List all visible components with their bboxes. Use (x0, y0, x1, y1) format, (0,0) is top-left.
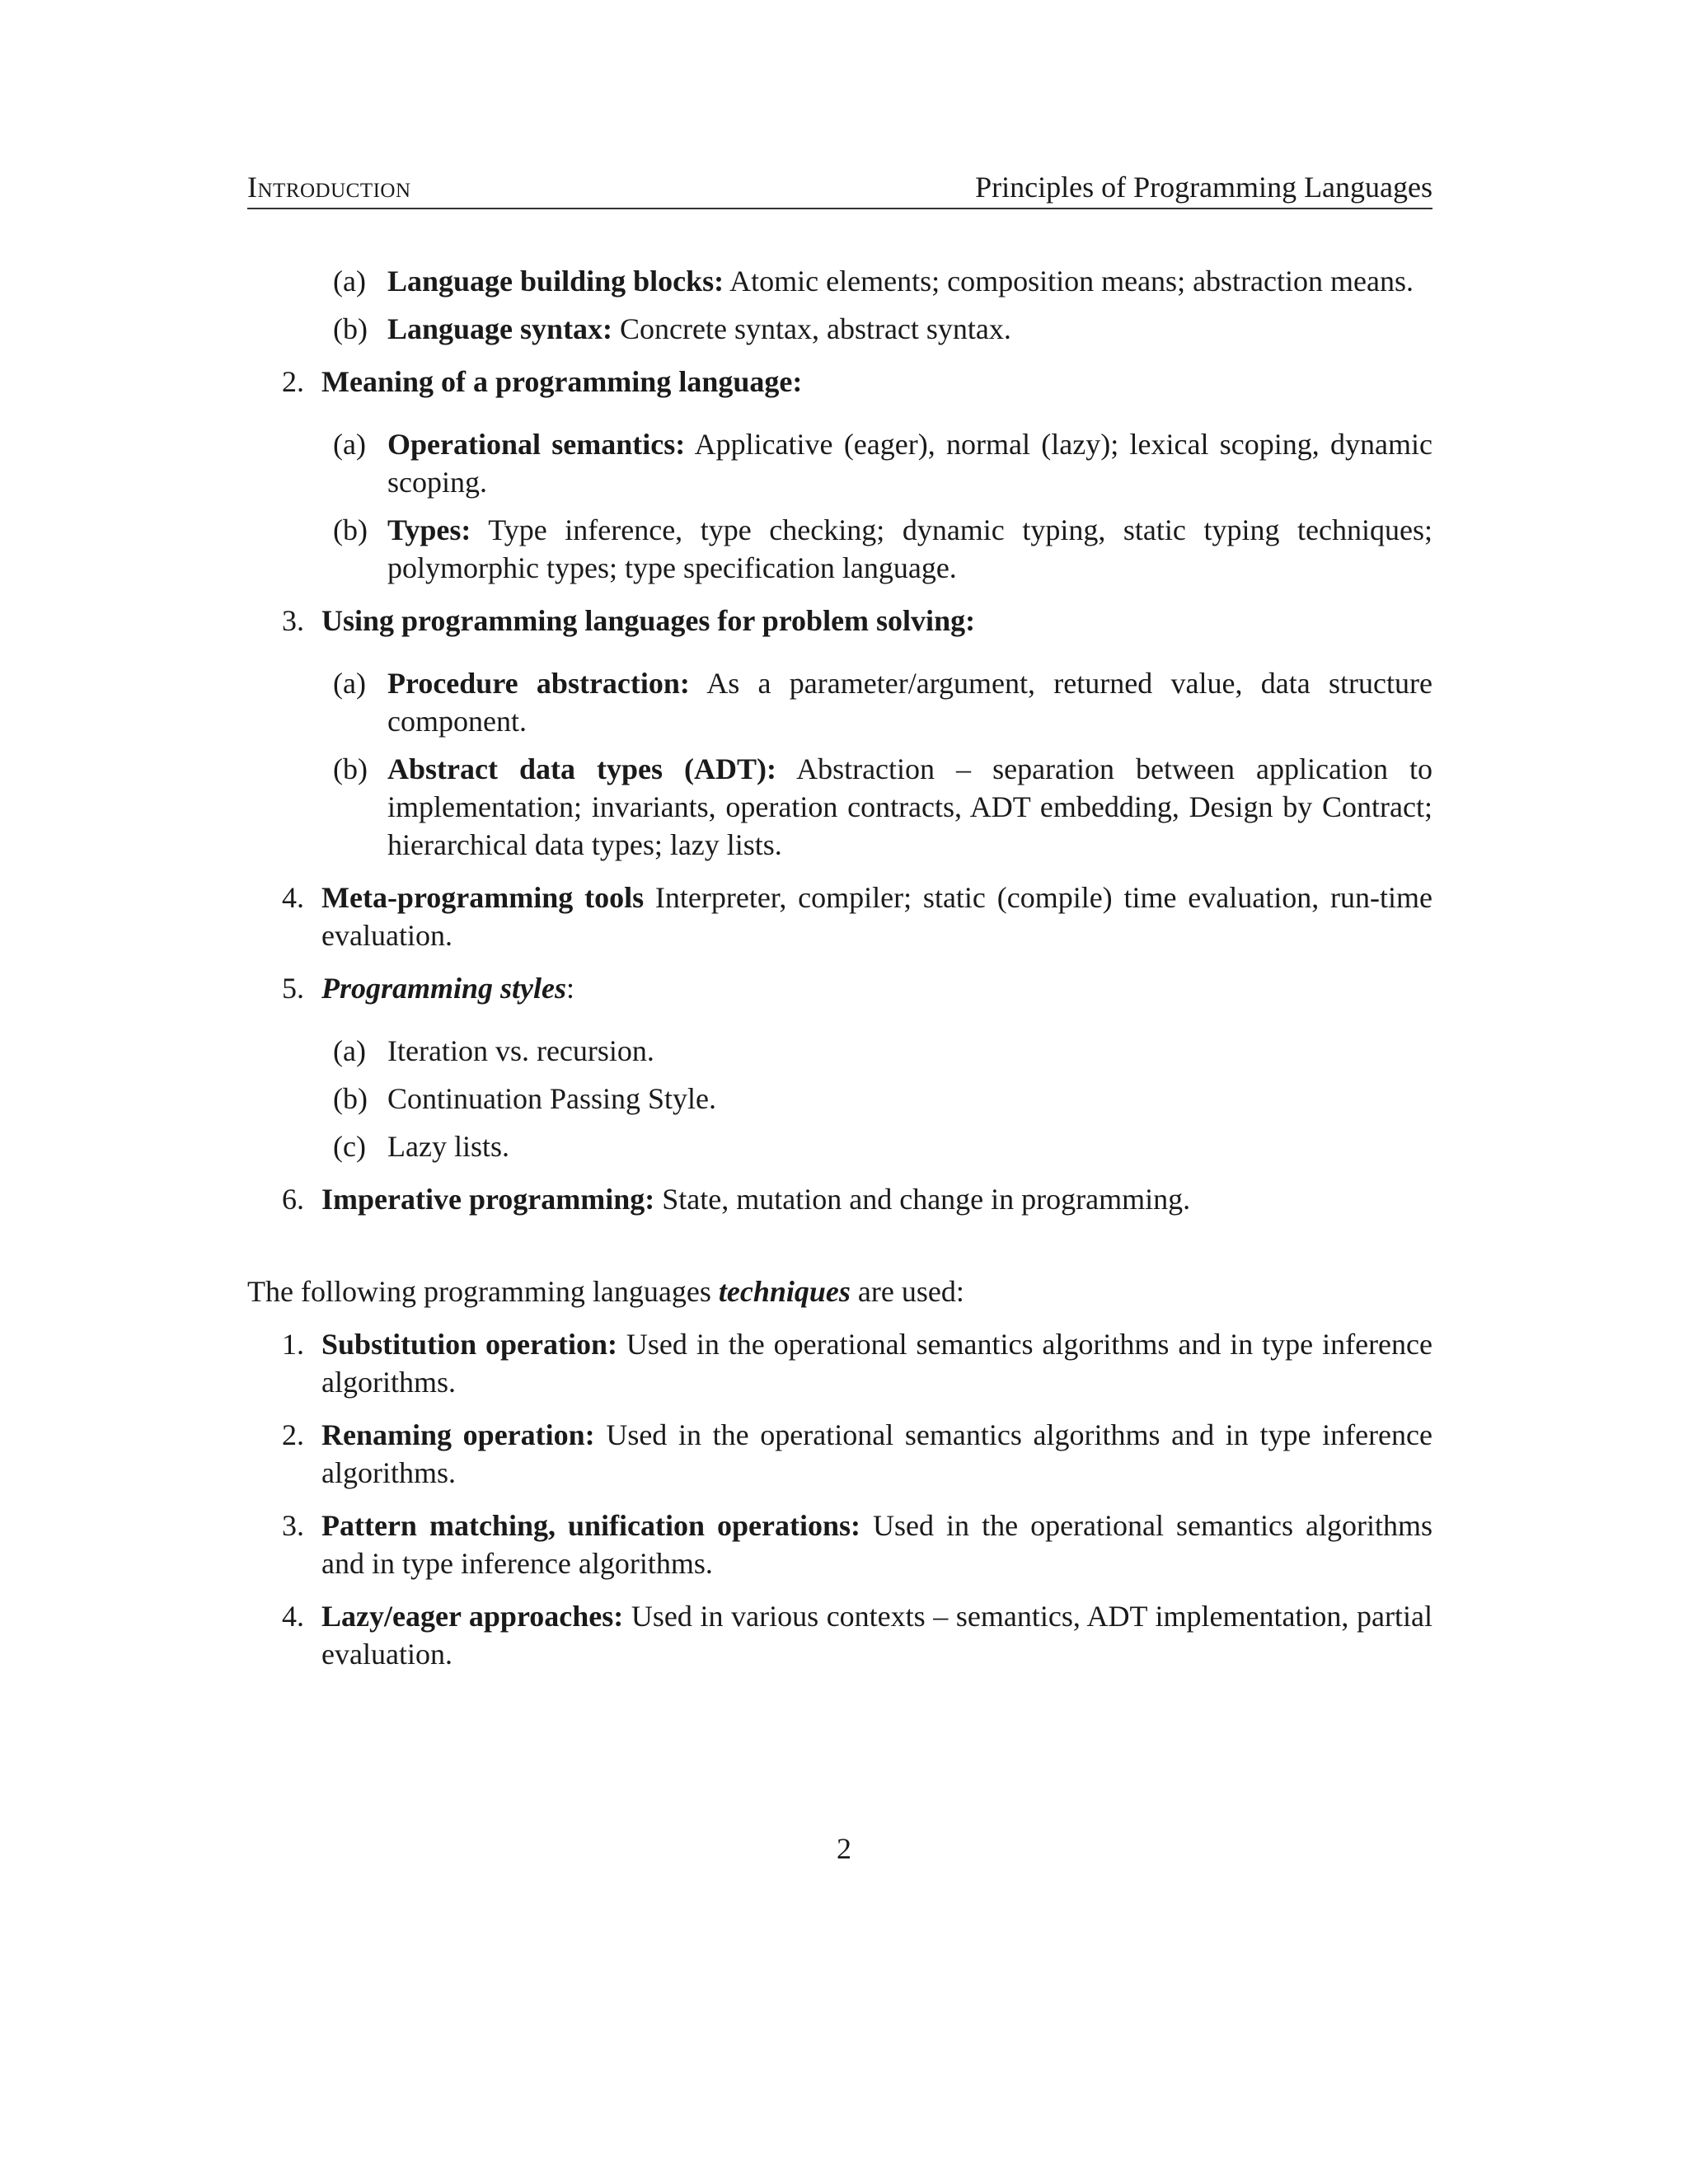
topic-3-subitem-a (247, 664, 1432, 740)
topic-item-5 (247, 969, 1432, 1007)
item-title: Meaning of a programming language: (321, 365, 803, 398)
technique-item-1 (247, 1325, 1432, 1401)
topic-5-subitem-a (247, 1032, 1432, 1070)
topic-3-subitem-b (247, 750, 1432, 864)
item-number: 4. (282, 1600, 304, 1633)
intro-text: The following programming languages (247, 1275, 719, 1308)
technique-item-4 (247, 1597, 1432, 1673)
subitem-text: Continuation Passing Style. (387, 1082, 717, 1115)
subitem-text: Iteration vs. recursion. (387, 1034, 654, 1067)
topic-2-subitem-b (247, 511, 1432, 587)
subitem-label: (c) (333, 1130, 366, 1163)
topic-item-6 (247, 1180, 1432, 1218)
topic-5-subitem-b (247, 1080, 1432, 1118)
item-number: 1. (282, 1328, 304, 1361)
subitem-text: Concrete syntax, abstract syntax. (612, 312, 1011, 345)
item-text: : (566, 972, 575, 1005)
topic-1-subitem-b (247, 310, 1432, 348)
topic-item-4 (247, 879, 1432, 954)
subitem-text: As a parameter/argument, returned value, data structure component. (387, 667, 1432, 738)
item-title: Renaming operation: (321, 1418, 595, 1451)
technique-item-2 (247, 1416, 1432, 1492)
subitem-text: Abstraction – separation between application to implementation; invariants, operation contracts, ADT embedding, Design by Contract; hierarchical data types; lazy lists. (387, 752, 1432, 861)
subitem-title: Language syntax: (387, 312, 613, 345)
header-book-title: Principles of Programming Languages (975, 171, 1432, 204)
subitem-text: Atomic elements; composition means; abstraction means. (724, 265, 1414, 298)
item-text: State, mutation and change in programming. (654, 1183, 1191, 1216)
item-text: Used in the operational semantics algorithms and in type inference algorithms. (321, 1418, 1432, 1489)
intro-text-end: are used: (850, 1275, 964, 1308)
item-number: 6. (282, 1183, 304, 1216)
item-title: Imperative programming: (321, 1183, 655, 1216)
subitem-label: (b) (333, 1082, 368, 1115)
technique-item-3 (247, 1507, 1432, 1582)
item-text: Interpreter, compiler; static (compile) time evaluation, run-time evaluation. (321, 881, 1432, 952)
item-text: Used in the operational semantics algorithms and in type inference algorithms. (321, 1328, 1432, 1399)
item-title: Pattern matching, unification operations: (321, 1509, 861, 1542)
item-title: Using programming languages for problem solving: (321, 604, 976, 637)
subitem-title: Operational semantics: (387, 428, 686, 461)
item-number: 5. (282, 972, 304, 1005)
topic-1-subitem-a (247, 262, 1432, 300)
subitem-title: Abstract data types (ADT): (387, 752, 777, 785)
item-number: 2. (282, 1418, 304, 1451)
topic-item-2 (247, 363, 1432, 401)
subitem-label: (a) (333, 428, 366, 461)
topic-5-subitem-c (247, 1127, 1432, 1165)
subitem-title: Procedure abstraction: (387, 667, 690, 700)
subitem-label: (b) (333, 752, 368, 785)
subitem-label: (a) (333, 667, 366, 700)
header-section-title: Introduction (247, 171, 411, 204)
techniques-intro (247, 1272, 1432, 1310)
subitem-label: (b) (333, 312, 368, 345)
subitem-label: (b) (333, 513, 368, 546)
topic-2-subitem-a (247, 425, 1432, 501)
item-title: Substitution operation: (321, 1328, 617, 1361)
item-text: Used in the operational semantics algorithms and in type inference algorithms. (321, 1509, 1432, 1580)
item-title: Programming styles (321, 972, 567, 1005)
item-number: 4. (282, 881, 304, 914)
intro-emphasis: techniques (718, 1275, 851, 1308)
topic-item-3 (247, 602, 1432, 640)
item-title: Meta-programming tools (321, 881, 645, 914)
page-number: 2 (837, 1832, 851, 1865)
page-body (247, 262, 1432, 1673)
subitem-text: Applicative (eager), normal (lazy); lexical scoping, dynamic scoping. (387, 428, 1432, 499)
item-number: 2. (282, 365, 304, 398)
item-text: Used in various contexts – semantics, ADT implementation, partial evaluation. (321, 1600, 1432, 1671)
item-title: Lazy/eager approaches: (321, 1600, 624, 1633)
subitem-title: Types: (387, 513, 471, 546)
subitem-label: (a) (333, 1034, 366, 1067)
item-number: 3. (282, 1509, 304, 1542)
subitem-label: (a) (333, 265, 366, 298)
subitem-text: Lazy lists. (387, 1130, 509, 1163)
item-number: 3. (282, 604, 304, 637)
subitem-text: Type inference, type checking; dynamic typing, static typing techniques; polymorphic types; type specification language. (387, 513, 1432, 584)
running-header (247, 170, 1432, 209)
subitem-title: Language building blocks: (387, 265, 724, 298)
